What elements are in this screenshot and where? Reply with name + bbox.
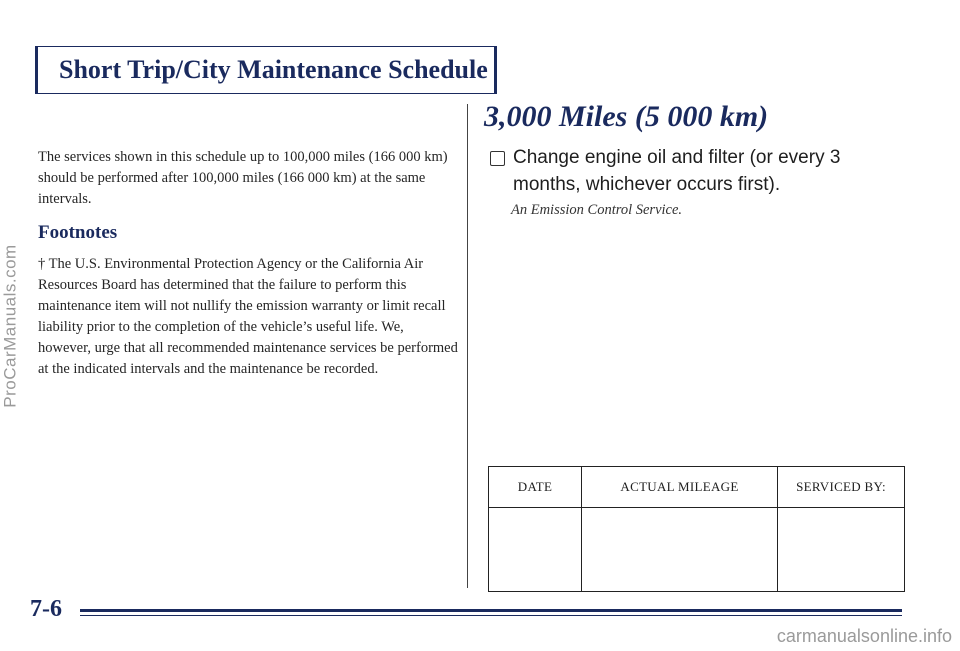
- table-row: [489, 508, 905, 592]
- date-cell[interactable]: [489, 508, 582, 592]
- column-header-serviced-by: SERVICED BY:: [778, 467, 905, 508]
- service-record-table: [488, 466, 905, 592]
- serviced-by-cell[interactable]: [778, 508, 905, 592]
- checkbox[interactable]: [490, 151, 505, 166]
- page-number: 7-6: [30, 596, 62, 622]
- footnotes-heading: Footnotes: [38, 222, 118, 243]
- intro-paragraph: The services shown in this schedule up to 100,000 miles (166 000 km) should be performed after 100,000 miles (166 000 km) at the same intervals.: [38, 149, 448, 207]
- footer-rule: [80, 609, 902, 612]
- table-header-row: [489, 467, 905, 508]
- page-header: [36, 46, 496, 94]
- checklist-item: [490, 144, 910, 219]
- checklist-item-text: Change engine oil and filter (or every 3 months, whichever occurs first).: [513, 147, 841, 195]
- mileage-cell[interactable]: [582, 508, 778, 592]
- column-header-actual-mileage: ACTUAL MILEAGE: [582, 467, 778, 508]
- emission-note: An Emission Control Service.: [511, 202, 683, 218]
- side-watermark-text: ProCarManuals.com: [1, 243, 21, 408]
- page-title: Short Trip/City Maintenance Schedule: [59, 55, 488, 84]
- column-divider: [467, 104, 468, 588]
- maintenance-checklist: [490, 144, 910, 219]
- bottom-watermark: carmanualsonline.info: [776, 626, 952, 646]
- side-watermark: [0, 0, 22, 651]
- footnote-paragraph: † The U.S. Environmental Protection Agency or the California Air Resources Board has determined that the failure to perform this maintenance item will not nullify the emission warranty or limit recall liability prior to the completion of the vehicle’s useful life. We, however, urge that all recommended maintenance services be performed at the indicated intervals and the maintenance be recorded.: [38, 256, 458, 377]
- section-heading: 3,000 Miles (5 000 km): [484, 100, 769, 133]
- column-header-date: DATE: [489, 467, 582, 508]
